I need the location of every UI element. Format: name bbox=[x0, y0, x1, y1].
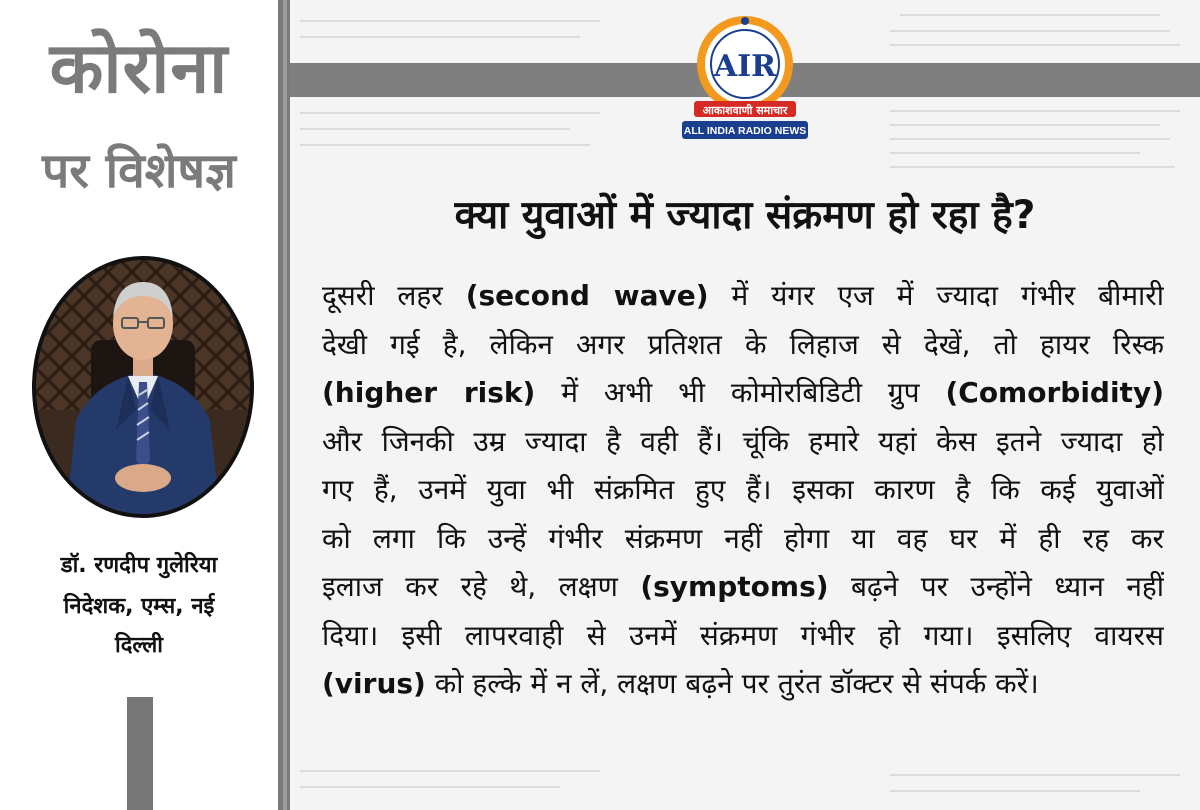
article-text-segment: (second wave) bbox=[465, 279, 709, 312]
article-line bbox=[322, 272, 1164, 320]
left-panel bbox=[0, 0, 278, 810]
logo-hindi-text: आकाशवाणी समाचार bbox=[702, 104, 788, 117]
expert-location: दिल्ली bbox=[115, 633, 163, 658]
vertical-divider-highlight bbox=[283, 0, 287, 810]
article-text-segment: को लगा कि उन्हें गंभीर संक्रमण नहीं होगा या वह घर में ही रह कर bbox=[322, 521, 1164, 555]
article-text-segment: गए हैं, उनमें युवा भी संक्रमित हुए हैं। इसका कारण है कि कई युवाओं bbox=[322, 473, 1164, 506]
article-panel bbox=[290, 0, 1200, 810]
article-text-segment: बढ़ने पर उन्होंने ध्यान नहीं bbox=[828, 570, 1164, 603]
article-line bbox=[322, 369, 1164, 417]
logo-letters: AIR bbox=[713, 49, 777, 84]
article-text-segment: को हल्के में न लें, लक्षण बढ़ने पर तुरंत डॉक्टर से संपर्क करें। bbox=[425, 667, 1039, 700]
logo-english-text: ALL INDIA RADIO NEWS bbox=[683, 125, 807, 137]
air-news-logo bbox=[680, 8, 810, 142]
expert-designation: निदेशक, एम्स, नई bbox=[63, 594, 215, 619]
article-text-segment: देखी गई है, लेकिन अगर प्रतिशत के लिहाज से देखें, तो हायर रिस्क bbox=[322, 327, 1164, 361]
air-logo-icon bbox=[680, 8, 810, 142]
article-text-segment: में यंगर एज में ज्यादा गंभीर बीमारी bbox=[708, 279, 1164, 312]
series-title: कोरोना bbox=[49, 27, 229, 109]
article-line bbox=[322, 321, 1164, 369]
article-text-segment: (Comorbidity) bbox=[945, 376, 1164, 409]
article-line bbox=[322, 660, 1164, 708]
article-text-segment: में अभी भी कोमोरबिडिटी ग्रुप bbox=[535, 376, 946, 409]
article-text-segment: (higher risk) bbox=[322, 376, 536, 409]
article-text-segment: और जिनकी उम्र ज्यादा है वही हैं। चूंकि हमारे यहां केस इतने ज्यादा हो bbox=[322, 424, 1164, 458]
article-line bbox=[322, 466, 1164, 514]
expert-photo bbox=[32, 256, 254, 518]
article-line bbox=[322, 515, 1164, 563]
series-subtitle: पर विशेषज्ञ bbox=[42, 143, 236, 199]
article-text-segment: दूसरी लहर bbox=[322, 279, 466, 312]
article-text-segment: (virus) bbox=[322, 667, 426, 700]
decorative-bar bbox=[127, 697, 153, 810]
article-line bbox=[322, 612, 1164, 660]
article-line bbox=[322, 418, 1164, 466]
portrait-photo-icon bbox=[36, 260, 250, 514]
article-headline: क्या युवाओं में ज्यादा संक्रमण हो रहा है? bbox=[454, 193, 1036, 238]
expert-name: डॉ. रणदीप गुलेरिया bbox=[60, 553, 218, 578]
article-text-segment: (symptoms) bbox=[640, 570, 829, 603]
article-text-segment: दिया। इसी लापरवाही से उनमें संक्रमण गंभीर हो गया। इसलिए वायरस bbox=[322, 618, 1164, 652]
article-line bbox=[322, 563, 1164, 611]
article-text-segment: इलाज कर रहे थे, लक्षण bbox=[322, 570, 641, 603]
